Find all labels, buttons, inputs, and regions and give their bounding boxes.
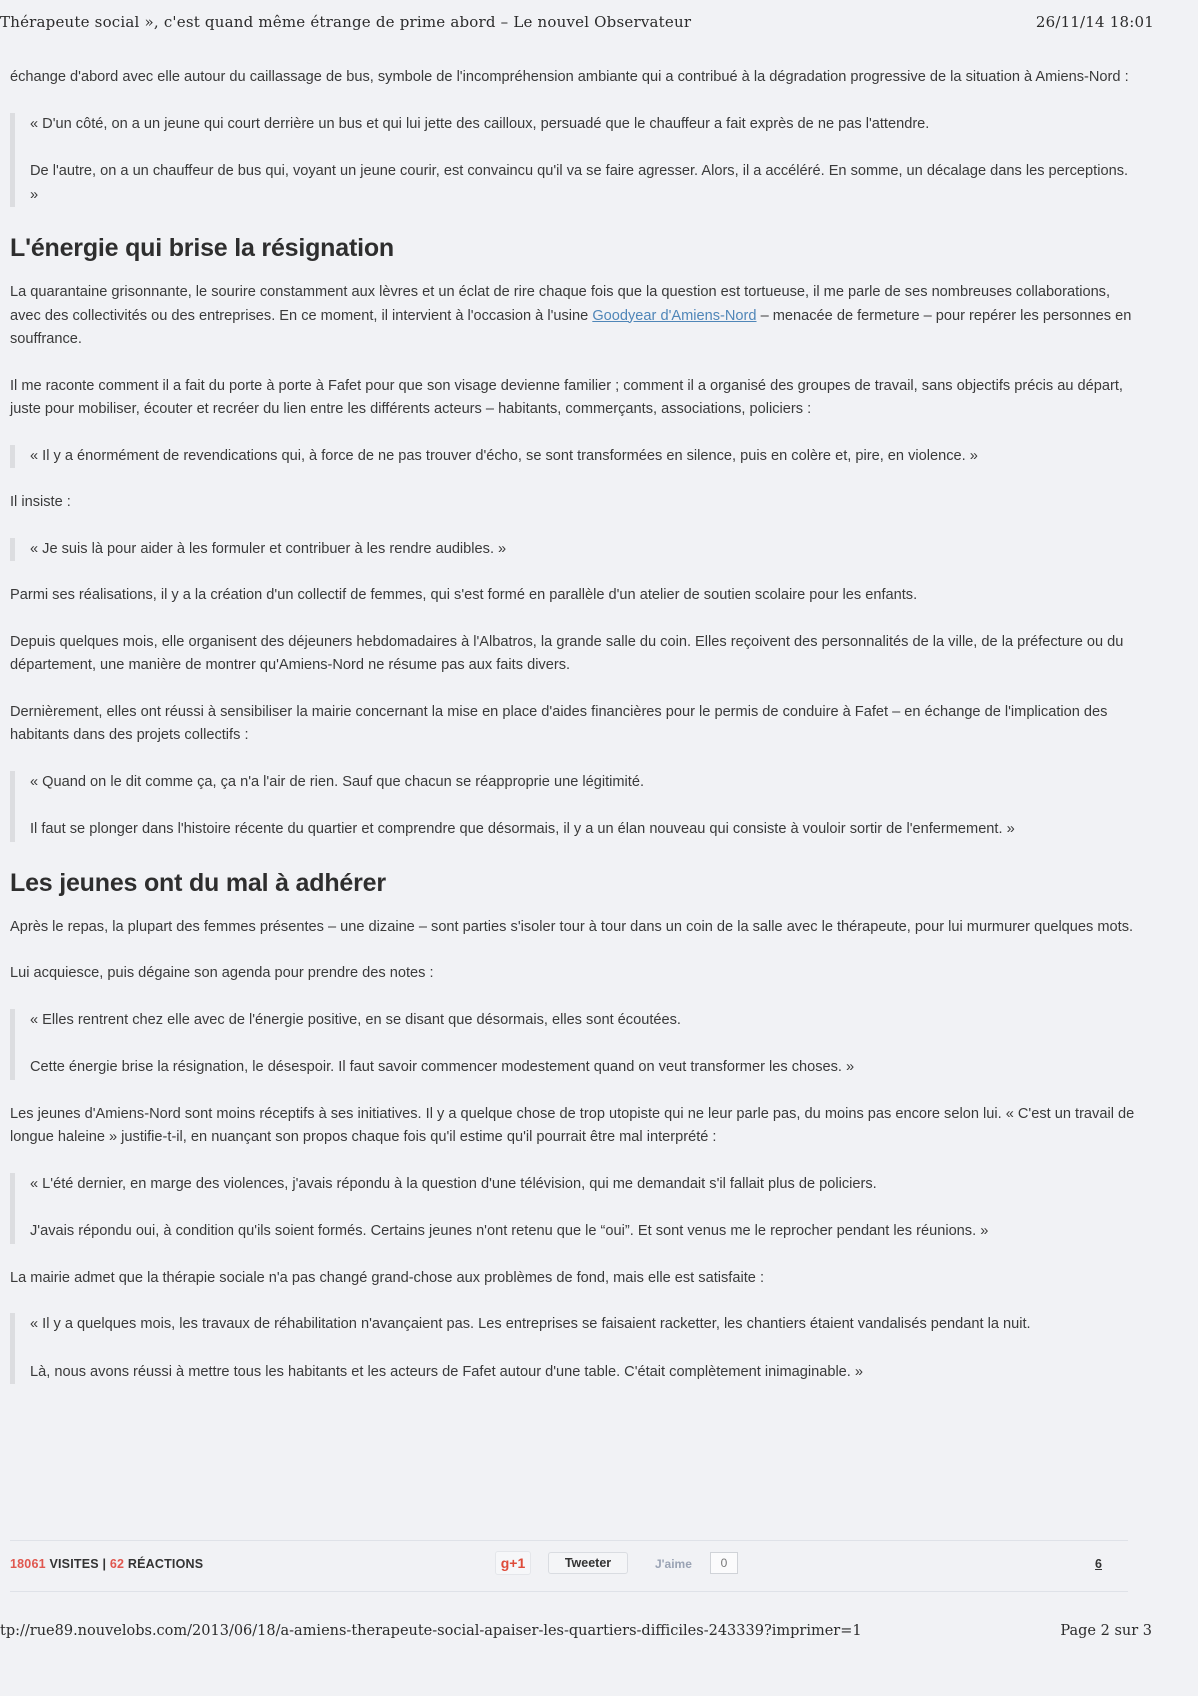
google-plus-button[interactable]: g+1 (495, 1551, 531, 1575)
quote-line: « L'été dernier, en marge des violences, j'avais répondu à la question d'une télévision, qui me demandait s'il fallait plus de policiers. (30, 1175, 877, 1192)
quote-line: Il faut se plonger dans l'histoire récente du quartier et comprendre que désormais, il y a un élan nouveau qui consiste à vouloir sortir de l'enfermement. » (30, 821, 1015, 837)
social-bar (10, 1540, 1128, 1592)
visits-label: VISITES (49, 1557, 99, 1571)
paragraph: Dernièrement, elles ont réussi à sensibiliser la mairie concernant la mise en place d'aides financières pour le permis de conduire à Fafet – en échange de l'implication des habitants dans des projets collectifs : (10, 703, 1108, 743)
paragraph (10, 281, 1135, 352)
visits-count: 18061 (10, 1557, 46, 1571)
like-count: 0 (710, 1552, 738, 1574)
quote-line: « Il y a énormément de revendications qui, à force de ne pas trouver d'écho, se sont transformées en silence, puis en colère et, pire, en violence. » (30, 447, 978, 464)
facebook-like-button[interactable]: J'aime (655, 1557, 692, 1571)
page-link[interactable]: 6 (1095, 1557, 1102, 1571)
paragraph: Les jeunes d'Amiens-Nord sont moins réceptifs à ses initiatives. Il y a quelque chose de trop utopiste qui ne leur parle pas, du moins pas encore selon lui. « C'est un travail de longue haleine » justifie-t-il, en nuançant son propos chaque fois qu'il estime qu'il pourrait être mal interprété : (10, 1105, 1135, 1145)
blockquote (10, 538, 1135, 562)
quote-line: J'avais répondu oui, à condition qu'ils soient formés. Certains jeunes n'ont retenu que le “oui”. Et sont venus me le reprocher pendant les réunions. » (30, 1223, 989, 1239)
stats-separator: | (102, 1557, 107, 1571)
quote-line: « Elles rentrent chez elle avec de l'énergie positive, en se disant que désormais, elles sont écoutées. (30, 1011, 681, 1028)
blockquote (10, 113, 1135, 208)
reactions-count[interactable]: 62 (109, 1557, 125, 1571)
quote-line: « Quand on le dit comme ça, ça n'a l'air de rien. Sauf que chacun se réapproprie une légitimité. (30, 773, 644, 790)
paragraph: La mairie admet que la thérapie sociale n'a pas changé grand-chose aux problèmes de fond, mais elle est satisfaite : (10, 1269, 764, 1286)
goodyear-link[interactable]: Goodyear d'Amiens-Nord (592, 307, 757, 324)
paragraph-text: La quarantaine grisonnante, le sourire constamment aux lèvres et un éclat de rire chaque fois que la question est tortueuse, il me parle de ses nombreuses collaborations, avec des collectivités ou des entreprises. En ce moment, il intervient à l'occasion à l'usine (10, 284, 1111, 324)
quote-line: « D'un côté, on a un jeune qui court derrière un bus et qui lui jette des cailloux, persuadé que le chauffeur a fait exprès de ne pas l'attendre. (30, 115, 930, 132)
quote-line: « Je suis là pour aider à les formuler et contribuer à les rendre audibles. » (30, 540, 507, 557)
article-stats (10, 1557, 203, 1571)
paragraph: Depuis quelques mois, elle organisent des déjeuners hebdomadaires à l'Albatros, la grande salle du coin. Elles reçoivent des personnalités de la ville, de la préfecture ou du département, une manière de montrer qu'Amiens-Nord ne résume pas aux faits divers. (10, 633, 1124, 673)
blockquote (10, 1313, 1135, 1384)
paragraph: Parmi ses réalisations, il y a la création d'un collectif de femmes, qui s'est formé en parallèle d'un atelier de soutien scolaire pour les enfants. (10, 587, 918, 603)
print-header-datetime: 26/11/14 18:01 (1035, 13, 1154, 31)
paragraph: Après le repas, la plupart des femmes présentes – une dizaine – sont parties s'isoler tour à tour dans un coin de la salle avec le thérapeute, pour lui murmurer quelques mots. (10, 918, 1134, 935)
quote-line: De l'autre, on a un chauffeur de bus qui, voyant un jeune courir, est convaincu qu'il va se faire agresser. Alors, il a accéléré. En somme, un décalage dans les perceptions. » (30, 163, 1129, 203)
print-footer-url: tp://rue89.nouvelobs.com/2013/06/18/a-amiens-therapeute-social-apaiser-les-quartiers-difficiles-243339?imprimer=1 (0, 1623, 862, 1639)
blockquote (10, 771, 1135, 842)
blockquote (10, 445, 1135, 469)
paragraph-text: – menacée de fermeture – pour repérer les personnes en souffrance. (10, 307, 1132, 347)
article-body (10, 66, 1135, 1407)
section-heading: L'énergie qui brise la résignation (10, 234, 394, 262)
print-footer-page: Page 2 sur 3 (1060, 1623, 1152, 1639)
print-header-title: Thérapeute social », c'est quand même étrange de prime abord – Le nouvel Observateur (0, 13, 692, 31)
quote-line: Cette énergie brise la résignation, le désespoir. Il faut savoir commencer modestement quand on veut transformer les choses. » (30, 1059, 855, 1075)
reactions-label[interactable]: RÉACTIONS (127, 1557, 204, 1571)
paragraph: Il me raconte comment il a fait du porte à porte à Fafet pour que son visage devienne familier ; comment il a organisé des groupes de travail, sans objectifs précis au départ, juste pour mobiliser, écouter et recréer du lien entre les différents acteurs – habitants, commerçants, associations, policiers : (10, 377, 1123, 417)
blockquote (10, 1173, 1135, 1244)
tweet-button[interactable]: Tweeter (548, 1552, 628, 1574)
paragraph-intro: échange d'abord avec elle autour du caillassage de bus, symbole de l'incompréhension ambiante qui a contribué à la dégradation progressive de la situation à Amiens-Nord : (10, 69, 1129, 85)
blockquote (10, 1009, 1135, 1080)
paragraph: Il insiste : (10, 494, 71, 510)
quote-line: « Il y a quelques mois, les travaux de réhabilitation n'avançaient pas. Les entreprises se faisaient racketter, les chantiers étaient vandalisés pendant la nuit. (30, 1316, 1031, 1332)
section-heading: Les jeunes ont du mal à adhérer (10, 868, 386, 897)
paragraph: Lui acquiesce, puis dégaine son agenda pour prendre des notes : (10, 965, 434, 981)
quote-line: Là, nous avons réussi à mettre tous les habitants et les acteurs de Fafet autour d'une table. C'était complètement inimaginable. » (30, 1363, 864, 1380)
